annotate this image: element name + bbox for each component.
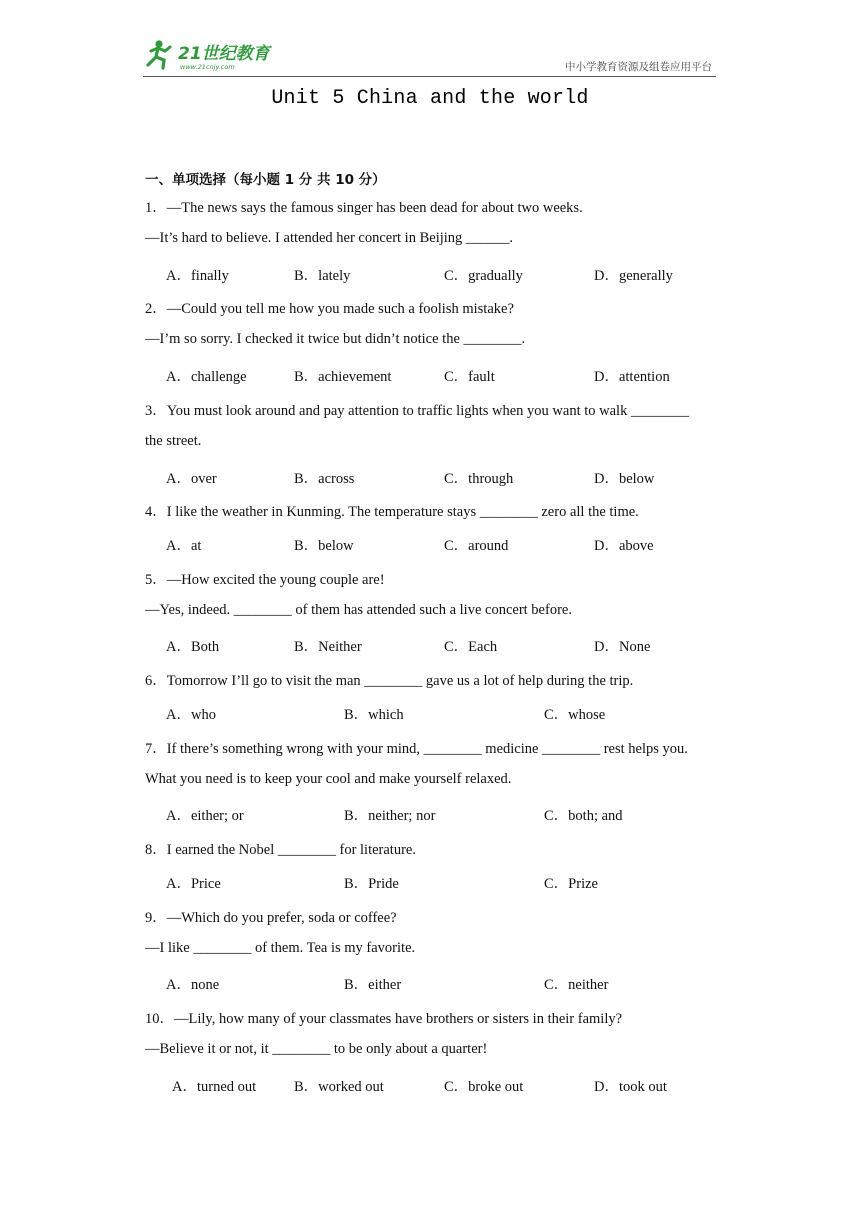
question-text-continued: —I like ________ of them. Tea is my favorite.	[145, 940, 416, 956]
question-text: 3．You must look around and pay attention to traffic lights when you want to walk ________	[145, 403, 689, 419]
platform-text: 中小学教育资源及组卷应用平台	[565, 61, 712, 73]
question-text-continued: —I’m so sorry. I checked it twice but didn’t notice the ________.	[145, 331, 526, 347]
answer-option-c: C．whose	[544, 707, 606, 723]
answer-option-a: A．finally	[166, 268, 229, 284]
answer-option-c: C．Each	[444, 639, 498, 655]
question-text-continued: What you need is to keep your cool and make yourself relaxed.	[145, 771, 512, 787]
answer-option-b: B．neither; nor	[344, 808, 436, 824]
page-header	[143, 36, 716, 77]
answer-option-d: D．above	[594, 538, 654, 554]
logo-text: 21世纪教育	[178, 44, 270, 64]
answer-option-b: B．achievement	[294, 369, 392, 385]
question-text: 4．I like the weather in Kunming. The temperature stays ________ zero all the time.	[145, 504, 639, 520]
answer-option-d: D．attention	[594, 369, 670, 385]
answer-option-c: C．Prize	[544, 876, 598, 892]
answer-option-b: B．below	[294, 538, 354, 554]
question-text: 10．—Lily, how many of your classmates have brothers or sisters in their family?	[145, 1011, 623, 1027]
answer-option-c: C．gradually	[444, 268, 523, 284]
answer-option-c: C．broke out	[444, 1079, 524, 1095]
answer-option-c: C．neither	[544, 977, 609, 993]
answer-option-b: B．lately	[294, 268, 351, 284]
question-text: 7．If there’s something wrong with your mind, ________ medicine ________ rest helps you.	[145, 741, 688, 757]
question-text: 8．I earned the Nobel ________ for literature.	[145, 842, 416, 858]
answer-option-b: B．Neither	[294, 639, 362, 655]
question-text: 5．—How excited the young couple are!	[145, 572, 385, 588]
answer-option-a: A．Both	[166, 639, 220, 655]
page-title: Unit 5 China and the world	[271, 87, 589, 110]
answer-option-b: B．which	[344, 707, 404, 723]
answer-option-a: A．over	[166, 471, 217, 487]
question-text: 2．—Could you tell me how you made such a foolish mistake?	[145, 301, 514, 317]
question-text: 1．—The news says the famous singer has been dead for about two weeks.	[145, 200, 583, 216]
answer-option-a: A．either; or	[166, 808, 244, 824]
answer-option-a: A．who	[166, 707, 216, 723]
logo-url: www.21cnjy.com	[180, 63, 235, 71]
answer-option-d: D．below	[594, 471, 655, 487]
answer-option-a: A．at	[166, 538, 202, 554]
answer-option-c: C．through	[444, 471, 514, 487]
answer-option-b: B．either	[344, 977, 402, 993]
answer-option-b: B．across	[294, 471, 355, 487]
question-text: 6．Tomorrow I’ll go to visit the man ________ gave us a lot of help during the trip.	[145, 673, 634, 689]
answer-option-a: A．challenge	[166, 369, 247, 385]
answer-option-d: D．None	[594, 639, 651, 655]
question-text: 9．—Which do you prefer, soda or coffee?	[145, 910, 397, 926]
answer-option-b: B．Pride	[344, 876, 399, 892]
answer-option-c: C．both; and	[544, 808, 623, 824]
question-text-continued: —Yes, indeed. ________ of them has attended such a live concert before.	[145, 602, 572, 618]
question-text-continued: —Believe it or not, it ________ to be only about a quarter!	[145, 1041, 488, 1057]
answer-option-c: C．fault	[444, 369, 495, 385]
question-text-continued: the street.	[145, 433, 202, 449]
answer-option-a: A．Price	[166, 876, 221, 892]
answer-option-d: D．generally	[594, 268, 673, 284]
question-text-continued: —It’s hard to believe. I attended her concert in Beijing ______.	[145, 230, 514, 246]
answer-option-b: B．worked out	[294, 1079, 384, 1095]
section-heading: 一、单项选择（每小题 1 分 共 10 分）	[145, 172, 386, 188]
logo	[143, 38, 273, 72]
answer-option-d: D．took out	[594, 1079, 667, 1095]
answer-option-c: C．around	[444, 538, 509, 554]
answer-option-a: A．turned out	[172, 1079, 257, 1095]
answer-option-a: A．none	[166, 977, 220, 993]
